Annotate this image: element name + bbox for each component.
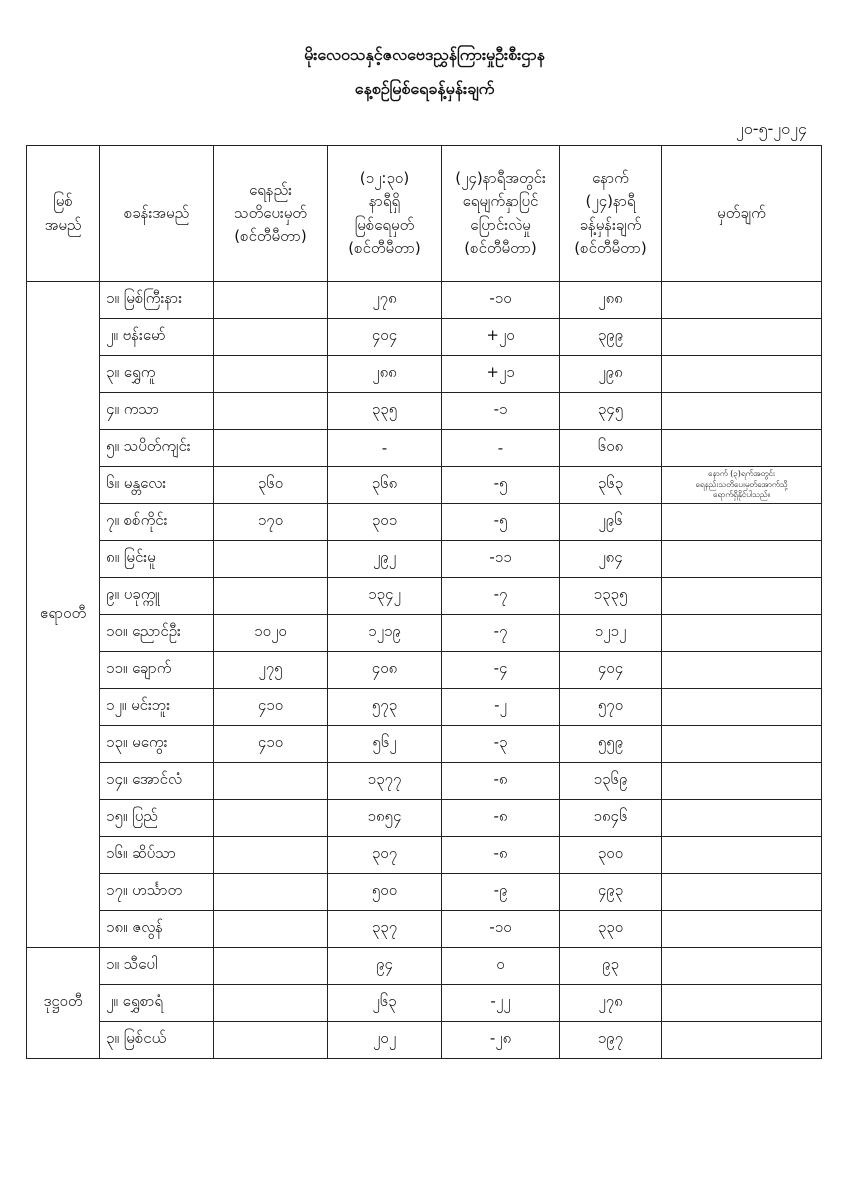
change-cell: -၁ <box>442 393 560 430</box>
forecast-cell: ၃၃၀ <box>560 911 662 948</box>
station-cell: ၁၈။ ဇလွန် <box>100 911 214 948</box>
change-cell: -၉ <box>442 874 560 911</box>
header-river: မြစ် အမည် <box>27 146 100 282</box>
change-cell: +၂၀ <box>442 319 560 356</box>
remark-cell <box>662 985 822 1022</box>
current-level-cell: ၂၇၈ <box>328 282 442 319</box>
station-cell: ၁၂။ မင်းဘူး <box>100 689 214 726</box>
station-cell: ၅။ သပိတ်ကျင်း <box>100 430 214 467</box>
table-row <box>27 874 822 911</box>
warning-level-cell <box>214 393 328 430</box>
change-cell: -၅ <box>442 467 560 504</box>
warning-level-cell <box>214 1022 328 1059</box>
remark-cell <box>662 319 822 356</box>
station-cell: ၃။ မြစ်ငယ် <box>100 1022 214 1059</box>
change-cell: -၇ <box>442 578 560 615</box>
header-remarks: မှတ်ချက် <box>662 146 822 282</box>
remark-cell <box>662 541 822 578</box>
remark-cell <box>662 689 822 726</box>
table-row <box>27 1022 822 1059</box>
current-level-cell: ၄၀၄ <box>328 319 442 356</box>
remark-cell <box>662 1022 822 1059</box>
forecast-cell: ၃၉၉ <box>560 319 662 356</box>
table-row <box>27 726 822 763</box>
warning-level-cell <box>214 837 328 874</box>
header-station: စခန်းအမည် <box>100 146 214 282</box>
remark-cell <box>662 800 822 837</box>
warning-level-cell <box>214 948 328 985</box>
table-row <box>27 911 822 948</box>
change-cell: -၁၀ <box>442 282 560 319</box>
station-cell: ၁။ မြစ်ကြီးနား <box>100 282 214 319</box>
station-cell: ၁၇။ ဟင်္သာတ <box>100 874 214 911</box>
warning-level-cell: ၄၁၀ <box>214 689 328 726</box>
forecast-cell: ၁၃၃၅ <box>560 578 662 615</box>
current-level-cell: ၁၈၅၄ <box>328 800 442 837</box>
remark-cell <box>662 615 822 652</box>
station-cell: ၄။ ကသာ <box>100 393 214 430</box>
change-cell: -၇ <box>442 615 560 652</box>
change-cell: +၂၁ <box>442 356 560 393</box>
remark-cell <box>662 726 822 763</box>
change-cell: -၄ <box>442 652 560 689</box>
warning-level-cell <box>214 282 328 319</box>
remark-cell <box>662 282 822 319</box>
remark-cell <box>662 874 822 911</box>
remark-cell <box>662 763 822 800</box>
current-level-cell: ၁၃၇၇ <box>328 763 442 800</box>
forecast-cell: ၄၀၄ <box>560 652 662 689</box>
forecast-cell: ၉၃ <box>560 948 662 985</box>
current-level-cell: ၅၆၂ <box>328 726 442 763</box>
forecast-cell: ၆၀၈ <box>560 430 662 467</box>
header-24h-change: (၂၄)နာရီအတွင်း ရေမျက်နှာပြင် ပြောင်းလဲမှု (စင်တီမီတာ) <box>442 146 560 282</box>
remark-cell <box>662 430 822 467</box>
change-cell: -၈ <box>442 800 560 837</box>
forecast-cell: ၂၉၈ <box>560 356 662 393</box>
current-level-cell: ၂၀၂ <box>328 1022 442 1059</box>
river-name-cell: ဧရာဝတီ <box>27 282 100 948</box>
remark-cell <box>662 911 822 948</box>
table-row <box>27 282 822 319</box>
station-cell: ၆။ မန္တလေး <box>100 467 214 504</box>
report-date: ၂၀-၅-၂၀၂၄ <box>735 119 807 138</box>
warning-level-cell <box>214 541 328 578</box>
forecast-cell: ၅၅၉ <box>560 726 662 763</box>
forecast-cell: ၁၈၄၆ <box>560 800 662 837</box>
header-current-level: (၁၂:၃၀) နာရီရှိ မြစ်ရေမှတ် (စင်တီမီတာ) <box>328 146 442 282</box>
current-level-cell: ၃၀၁ <box>328 504 442 541</box>
change-cell: -၁၁ <box>442 541 560 578</box>
change-cell: -၈ <box>442 763 560 800</box>
table-row <box>27 615 822 652</box>
current-level-cell: ၉၄ <box>328 948 442 985</box>
table-row <box>27 837 822 874</box>
station-cell: ၉။ ပခုက္ကူ <box>100 578 214 615</box>
table-row <box>27 393 822 430</box>
current-level-cell: ၁၂၁၉ <box>328 615 442 652</box>
warning-level-cell <box>214 985 328 1022</box>
station-cell: ၁၄။ အောင်လံ <box>100 763 214 800</box>
change-cell: ၀ <box>442 948 560 985</box>
remark-cell <box>662 393 822 430</box>
table-row <box>27 467 822 504</box>
warning-level-cell <box>214 763 328 800</box>
warning-level-cell: ၂၇၅ <box>214 652 328 689</box>
forecast-cell: ၂၈၈ <box>560 282 662 319</box>
forecast-cell: ၃၀၀ <box>560 837 662 874</box>
change-cell: -၂၂ <box>442 985 560 1022</box>
change-cell: -၁၀ <box>442 911 560 948</box>
change-cell: -၂၈ <box>442 1022 560 1059</box>
warning-level-cell: ၁၇၀ <box>214 504 328 541</box>
current-level-cell: ၄၀၈ <box>328 652 442 689</box>
remark-cell <box>662 948 822 985</box>
forecast-cell: ၄၉၃ <box>560 874 662 911</box>
forecast-cell: ၂၇၈ <box>560 985 662 1022</box>
current-level-cell: ၁၃၄၂ <box>328 578 442 615</box>
current-level-cell: ၃၆၈ <box>328 467 442 504</box>
remark-cell <box>662 356 822 393</box>
station-cell: ၁၃။ မကွေး <box>100 726 214 763</box>
change-cell: -၃ <box>442 726 560 763</box>
current-level-cell: ၂၉၂ <box>328 541 442 578</box>
page-title: မိုးလေဝသနှင့်ဇလဗေဒညွှန်ကြားမှုဦးစီးဌာန <box>304 45 545 64</box>
header-forecast: နောက် (၂၄)နာရီ ခန့်မှန်းချက် (စင်တီမီတာ) <box>560 146 662 282</box>
forecast-table <box>26 145 822 1059</box>
table-row <box>27 430 822 467</box>
current-level-cell: - <box>328 430 442 467</box>
remark-cell <box>662 837 822 874</box>
warning-level-cell: ၄၁၀ <box>214 726 328 763</box>
forecast-cell: ၁၉၇ <box>560 1022 662 1059</box>
forecast-cell: ၁၂၁၂ <box>560 615 662 652</box>
warning-level-cell <box>214 319 328 356</box>
remark-cell <box>662 504 822 541</box>
current-level-cell: ၅၇၃ <box>328 689 442 726</box>
change-cell: -၂ <box>442 689 560 726</box>
forecast-cell: ၂၉၆ <box>560 504 662 541</box>
change-cell: -၅ <box>442 504 560 541</box>
table-row <box>27 578 822 615</box>
station-cell: ၈။ မြင်းမူ <box>100 541 214 578</box>
forecast-cell: ၂၈၄ <box>560 541 662 578</box>
forecast-cell: ၁၃၆၉ <box>560 763 662 800</box>
warning-level-cell <box>214 800 328 837</box>
forecast-cell: ၃၆၃ <box>560 467 662 504</box>
station-cell: ၁။ သီပေါ <box>100 948 214 985</box>
table-row <box>27 319 822 356</box>
river-name-cell: ဒုဋ္ဌဝတီ <box>27 948 100 1059</box>
header-row <box>27 146 822 282</box>
warning-level-cell <box>214 578 328 615</box>
station-cell: ၁၆။ ဆိပ်သာ <box>100 837 214 874</box>
warning-level-cell <box>214 911 328 948</box>
page-subtitle: နေ့စဉ်မြစ်ရေခန့်မှန်းချက် <box>354 79 495 98</box>
station-cell: ၂။ ရွှေစာရံ <box>100 985 214 1022</box>
remark-cell <box>662 578 822 615</box>
table-row <box>27 763 822 800</box>
station-cell: ၂။ ဗန်းမော် <box>100 319 214 356</box>
current-level-cell: ၃၃၅ <box>328 393 442 430</box>
change-cell: - <box>442 430 560 467</box>
table-row <box>27 985 822 1022</box>
forecast-cell: ၅၇၀ <box>560 689 662 726</box>
warning-level-cell <box>214 874 328 911</box>
station-cell: ၇။ စစ်ကိုင်း <box>100 504 214 541</box>
warning-level-cell: ၁၀၂၀ <box>214 615 328 652</box>
remark-cell <box>662 652 822 689</box>
header-warning-level: ရေနည်း သတိပေးမှတ် (စင်တီမီတာ) <box>214 146 328 282</box>
station-cell: ၁၁။ ချောက် <box>100 652 214 689</box>
current-level-cell: ၅၀၀ <box>328 874 442 911</box>
warning-level-cell: ၃၆၀ <box>214 467 328 504</box>
current-level-cell: ၃၃၇ <box>328 911 442 948</box>
station-cell: ၁၅။ ပြည် <box>100 800 214 837</box>
table-row <box>27 800 822 837</box>
table-row <box>27 504 822 541</box>
table-row <box>27 948 822 985</box>
station-cell: ၁၀။ ညောင်ဦး <box>100 615 214 652</box>
forecast-cell: ၃၄၅ <box>560 393 662 430</box>
current-level-cell: ၃၀၇ <box>328 837 442 874</box>
station-cell: ၃။ ရွှေကူ <box>100 356 214 393</box>
table-row <box>27 356 822 393</box>
warning-level-cell <box>214 356 328 393</box>
table-row <box>27 689 822 726</box>
change-cell: -၈ <box>442 837 560 874</box>
table-row <box>27 541 822 578</box>
table-row <box>27 652 822 689</box>
current-level-cell: ၂၆၃ <box>328 985 442 1022</box>
warning-level-cell <box>214 430 328 467</box>
remark-cell: နောက် (၃)ရက်အတွင်း ရေနည်းသတိပေးမှတ်အောက်သို့ ရောက်ရှိနိုင်ပါသည်။ <box>662 467 822 504</box>
current-level-cell: ၂၈၈ <box>328 356 442 393</box>
